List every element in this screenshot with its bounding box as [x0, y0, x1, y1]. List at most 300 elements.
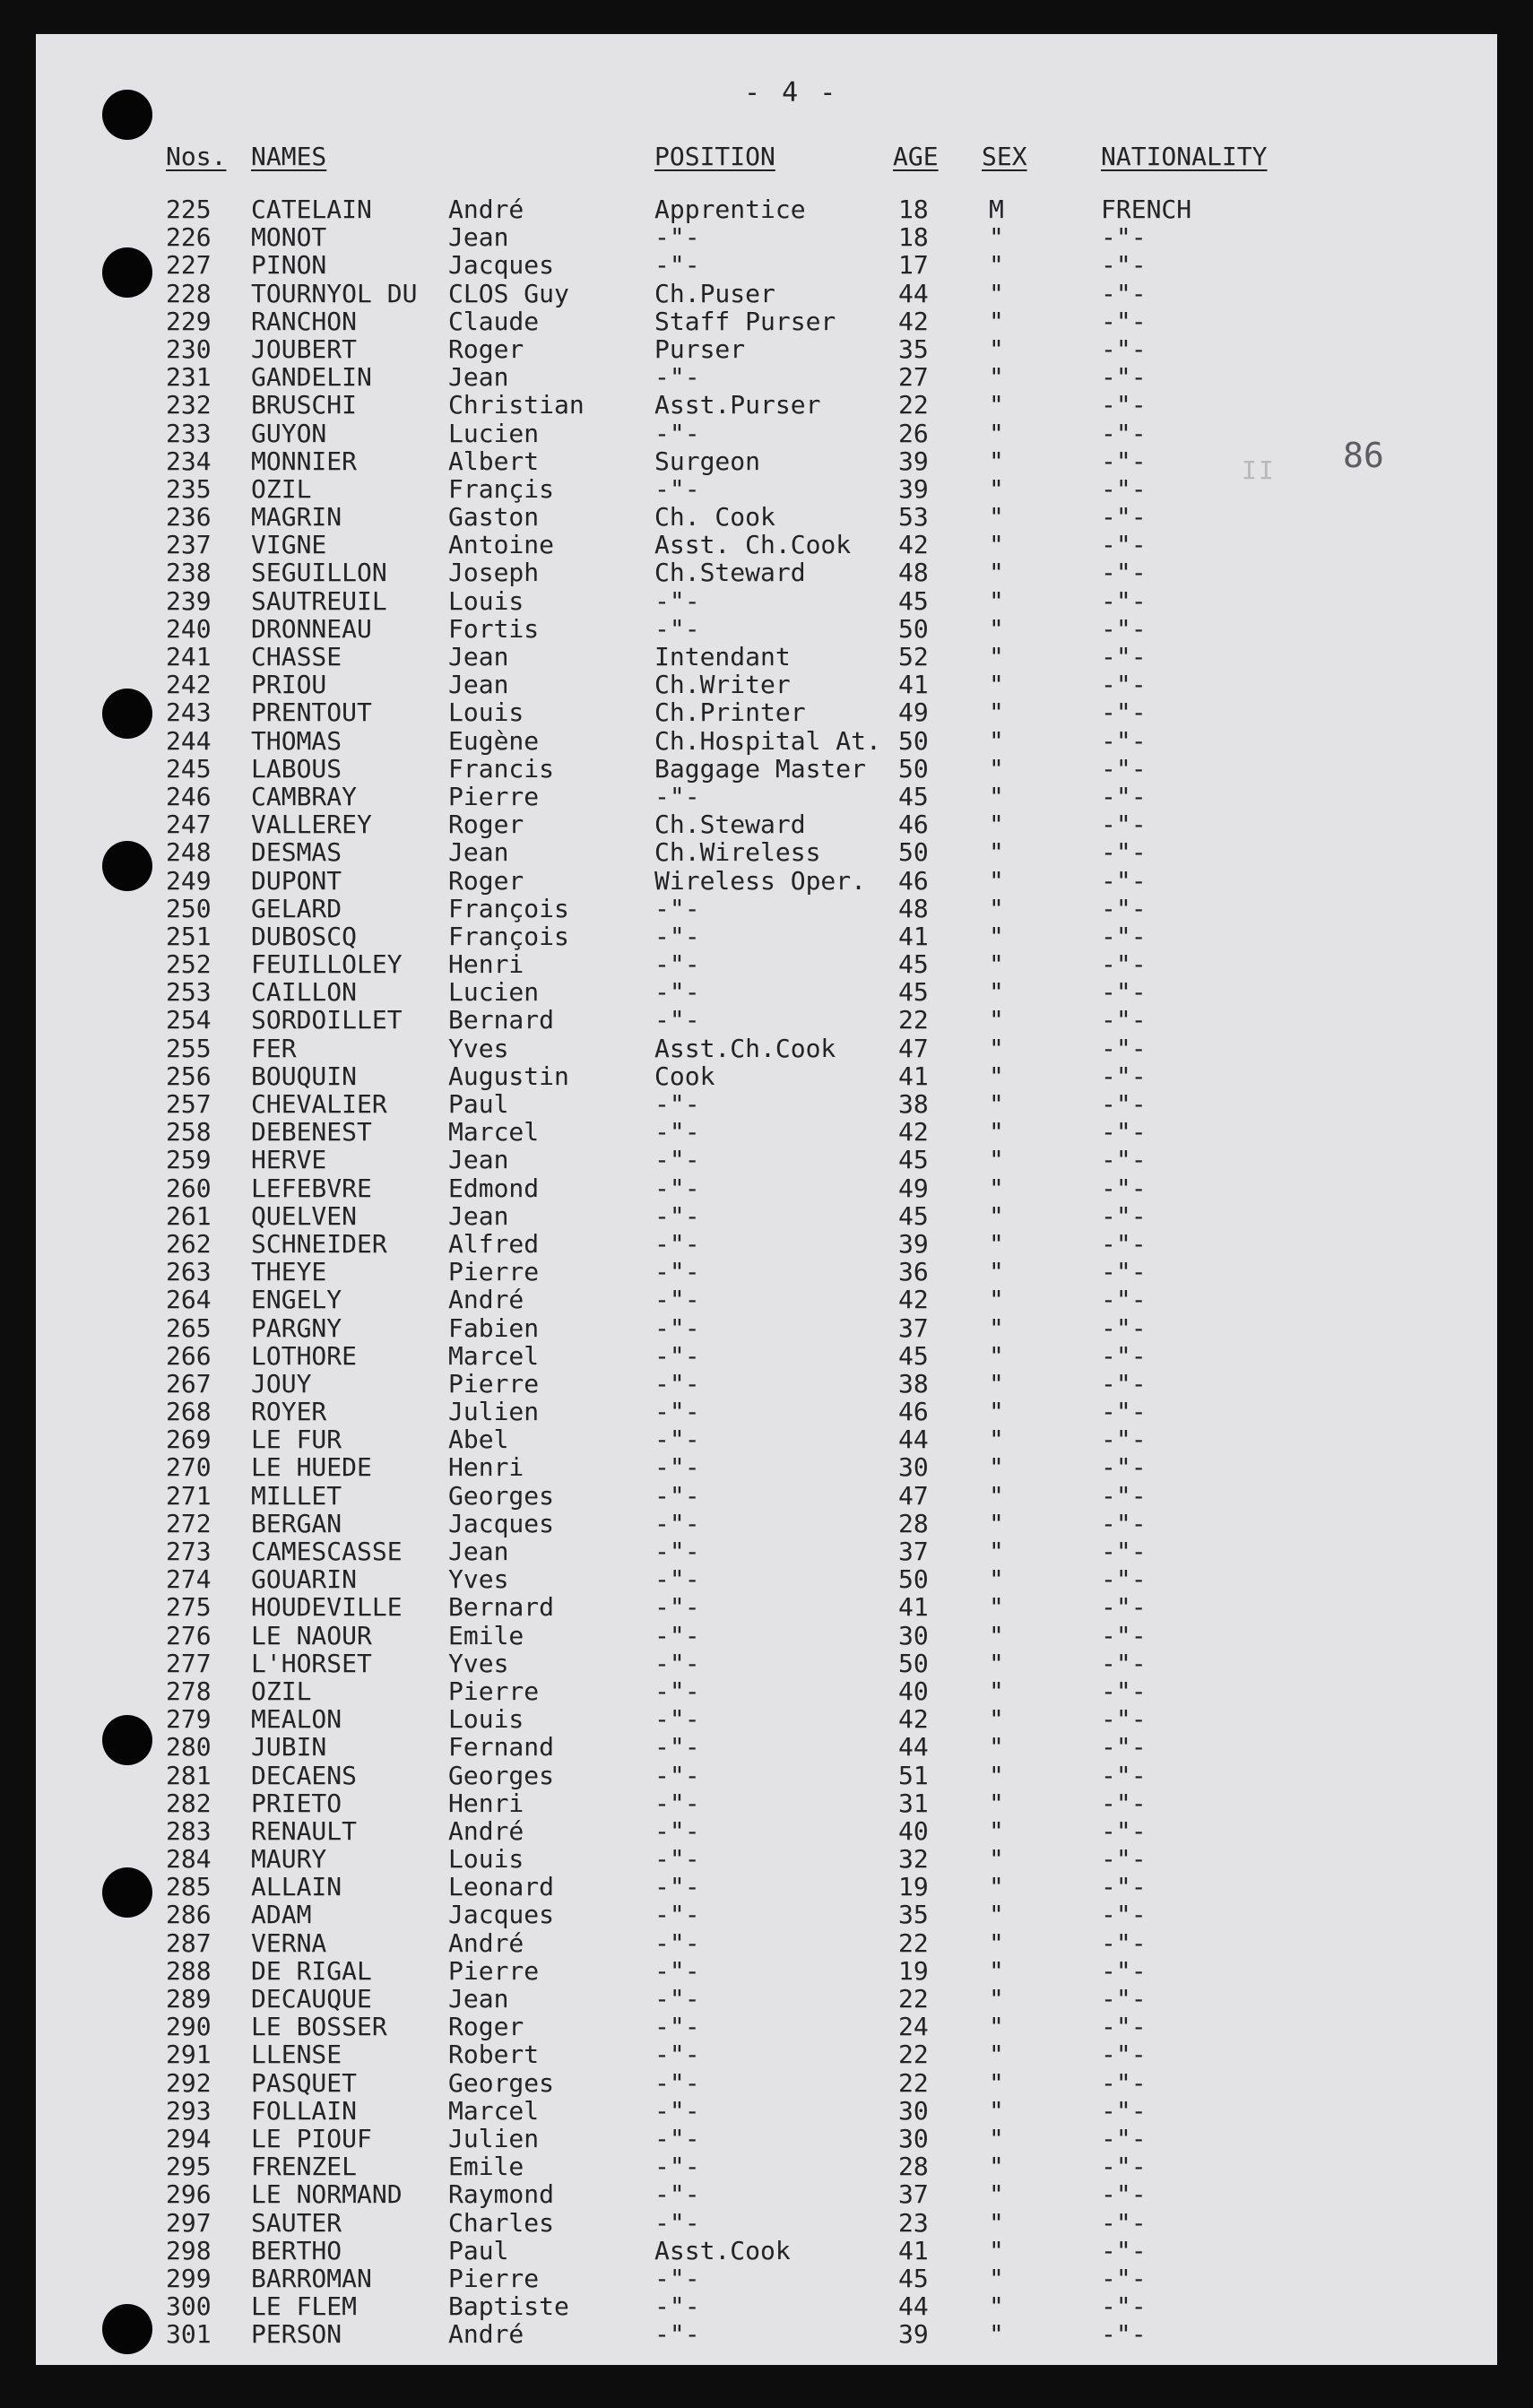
- crew-nationality: -"-: [1101, 446, 1147, 476]
- crew-age: 40: [898, 1815, 929, 1846]
- crew-age: 30: [898, 1620, 929, 1650]
- table-row: [36, 1286, 1497, 1313]
- crew-surname: LE FLEM: [251, 2291, 358, 2322]
- crew-number: 276: [166, 1620, 212, 1650]
- crew-first-name: Henri: [448, 949, 524, 980]
- crew-nationality: -"-: [1101, 1760, 1147, 1790]
- crew-position: -"-: [654, 1285, 700, 1315]
- table-row: [36, 475, 1497, 503]
- crew-number: 293: [166, 2095, 212, 2126]
- crew-age: 47: [898, 1033, 929, 1063]
- crew-position: -"-: [654, 2179, 700, 2210]
- crew-sex: ": [989, 1480, 1004, 1511]
- crew-position: -"-: [654, 1368, 700, 1399]
- crew-position: -"-: [654, 2040, 700, 2070]
- header-age: AGE: [893, 142, 939, 171]
- crew-nationality: -"-: [1101, 1117, 1147, 1148]
- crew-nationality: -"-: [1101, 390, 1147, 420]
- crew-surname: PASQUET: [251, 2067, 358, 2098]
- table-row: [36, 1342, 1497, 1370]
- crew-sex: ": [989, 1033, 1004, 1063]
- crew-number: 301: [166, 2319, 212, 2350]
- crew-number: 295: [166, 2152, 212, 2182]
- crew-sex: ": [989, 1005, 1004, 1035]
- crew-age: 39: [898, 473, 929, 504]
- crew-sex: ": [989, 1592, 1004, 1623]
- crew-nationality: -"-: [1101, 1648, 1147, 1678]
- crew-nationality: -"-: [1101, 1732, 1147, 1763]
- crew-nationality: -"-: [1101, 1228, 1147, 1259]
- crew-sex: ": [989, 1257, 1004, 1287]
- crew-age: 37: [898, 1312, 929, 1343]
- crew-position: -"-: [654, 1592, 700, 1623]
- crew-position: Intendant: [654, 642, 791, 671]
- crew-sex: ": [989, 1788, 1004, 1818]
- crew-age: 22: [898, 2067, 929, 2098]
- crew-number: 252: [166, 949, 212, 980]
- crew-first-name: Jean: [448, 837, 509, 868]
- page-number: - 4 -: [744, 77, 839, 108]
- table-row: [36, 2209, 1497, 2237]
- crew-age: 50: [898, 753, 929, 784]
- crew-position: -"-: [654, 1145, 700, 1175]
- crew-surname: MILLET: [251, 1480, 342, 1511]
- crew-sex: ": [989, 865, 1004, 896]
- crew-sex: ": [989, 333, 1004, 364]
- crew-age: 44: [898, 1425, 929, 1455]
- crew-position: -"-: [654, 2263, 700, 2293]
- crew-age: 45: [898, 2263, 929, 2293]
- margin-number: 86: [1343, 436, 1384, 475]
- crew-first-name: Francis: [448, 753, 555, 784]
- crew-nationality: -"-: [1101, 1368, 1147, 1399]
- crew-nationality: -"-: [1101, 725, 1147, 756]
- crew-first-name: Jean: [448, 670, 509, 700]
- crew-surname: DRONNEAU: [251, 613, 372, 644]
- crew-nationality: -"-: [1101, 1033, 1147, 1063]
- crew-number: 225: [166, 195, 212, 224]
- crew-first-name: Jean: [448, 642, 509, 671]
- crew-sex: ": [989, 530, 1004, 560]
- crew-number: 290: [166, 2012, 212, 2042]
- crew-age: 45: [898, 1200, 929, 1231]
- document-page: [36, 34, 1497, 2365]
- crew-position: Ch.Puser: [654, 278, 775, 308]
- crew-nationality: -"-: [1101, 1397, 1147, 1427]
- crew-nationality: -"-: [1101, 1480, 1147, 1511]
- crew-first-name: Pierre: [448, 1955, 540, 1986]
- crew-age: 18: [898, 195, 929, 224]
- table-row: [36, 2265, 1497, 2292]
- crew-position: -"-: [654, 2067, 700, 2098]
- crew-number: 240: [166, 613, 212, 644]
- crew-sex: ": [989, 1452, 1004, 1483]
- crew-age: 36: [898, 1257, 929, 1287]
- crew-sex: ": [989, 2152, 1004, 2182]
- crew-age: 31: [898, 1788, 929, 1818]
- crew-sex: ": [989, 2263, 1004, 2293]
- crew-nationality: -"-: [1101, 2207, 1147, 2238]
- crew-sex: ": [989, 222, 1004, 253]
- crew-first-name: Jean: [448, 1537, 509, 1566]
- crew-first-name: André: [448, 1285, 524, 1315]
- crew-nationality: -"-: [1101, 2040, 1147, 2070]
- crew-position: -"-: [654, 2095, 700, 2126]
- crew-position: -"-: [654, 1815, 700, 1846]
- crew-sex: ": [989, 250, 1004, 281]
- crew-surname: MONNIER: [251, 446, 358, 476]
- table-row: [36, 1118, 1497, 1146]
- crew-surname: DE RIGAL: [251, 1955, 372, 1986]
- table-row: [36, 755, 1497, 783]
- crew-position: -"-: [654, 921, 700, 951]
- crew-age: 39: [898, 446, 929, 476]
- crew-surname: LE BOSSER: [251, 2012, 387, 2042]
- crew-nationality: -"-: [1101, 362, 1147, 393]
- crew-surname: THEYE: [251, 1257, 327, 1287]
- crew-position: -"-: [654, 1955, 700, 1986]
- table-row: [36, 1202, 1497, 1230]
- crew-nationality: -"-: [1101, 1592, 1147, 1623]
- table-row: [36, 1006, 1497, 1034]
- crew-sex: ": [989, 306, 1004, 336]
- crew-number: 245: [166, 753, 212, 784]
- crew-age: 38: [898, 1368, 929, 1399]
- crew-surname: PRIETO: [251, 1788, 342, 1818]
- crew-nationality: -"-: [1101, 1089, 1147, 1119]
- crew-surname: HERVE: [251, 1145, 327, 1175]
- table-row: [36, 195, 1497, 223]
- table-row: [36, 2013, 1497, 2040]
- crew-surname: LEFEBVRE: [251, 1173, 372, 1203]
- crew-position: Asst. Ch.Cook: [654, 530, 852, 560]
- crew-age: 42: [898, 1117, 929, 1148]
- crew-number: 298: [166, 2235, 212, 2265]
- crew-age: 27: [898, 362, 929, 393]
- crew-number: 283: [166, 1815, 212, 1846]
- crew-age: 32: [898, 1844, 929, 1875]
- crew-surname: SEGUILLON: [251, 558, 387, 588]
- crew-sex: ": [989, 949, 1004, 980]
- crew-position: -"-: [654, 1760, 700, 1790]
- crew-surname: CHASSE: [251, 642, 342, 671]
- crew-nationality: -"-: [1101, 502, 1147, 533]
- crew-age: 22: [898, 2040, 929, 2070]
- crew-position: -"-: [654, 977, 700, 1008]
- crew-nationality: -"-: [1101, 865, 1147, 896]
- crew-position: -"-: [654, 949, 700, 980]
- crew-age: 41: [898, 921, 929, 951]
- crew-sex: ": [989, 977, 1004, 1008]
- crew-position: -"-: [654, 613, 700, 644]
- crew-first-name: André: [448, 1815, 524, 1846]
- crew-sex: ": [989, 502, 1004, 533]
- crew-first-name: Bernard: [448, 1005, 555, 1035]
- crew-age: 46: [898, 865, 929, 896]
- crew-number: 282: [166, 1788, 212, 1818]
- crew-first-name: Louis: [448, 697, 524, 728]
- table-row: [36, 1090, 1497, 1118]
- crew-nationality: -"-: [1101, 1927, 1147, 1958]
- crew-sex: ": [989, 837, 1004, 868]
- crew-age: 45: [898, 949, 929, 980]
- crew-surname: SAUTER: [251, 2207, 342, 2238]
- crew-age: 42: [898, 530, 929, 560]
- crew-surname: SCHNEIDER: [251, 1228, 387, 1259]
- crew-position: Cook: [654, 1061, 715, 1091]
- crew-first-name: André: [448, 2319, 524, 2350]
- table-row: [36, 1817, 1497, 1845]
- crew-nationality: -"-: [1101, 2012, 1147, 2042]
- crew-surname: JOUY: [251, 1368, 312, 1399]
- crew-nationality: -"-: [1101, 2123, 1147, 2153]
- crew-surname: BRUSCHI: [251, 390, 358, 420]
- crew-position: -"-: [654, 250, 700, 281]
- crew-number: 286: [166, 1900, 212, 1930]
- crew-number: 227: [166, 250, 212, 281]
- crew-surname: DEBENEST: [251, 1117, 372, 1148]
- crew-number: 265: [166, 1312, 212, 1343]
- crew-age: 23: [898, 2207, 929, 2238]
- crew-first-name: Julien: [448, 2123, 540, 2153]
- crew-first-name: Abel: [448, 1425, 509, 1455]
- crew-sex: ": [989, 2095, 1004, 2126]
- crew-nationality: -"-: [1101, 1145, 1147, 1175]
- crew-number: 253: [166, 977, 212, 1008]
- crew-position: -"-: [654, 1927, 700, 1958]
- crew-sex: ": [989, 1564, 1004, 1595]
- table-row: [36, 2292, 1497, 2320]
- table-row: [36, 391, 1497, 419]
- crew-number: 264: [166, 1285, 212, 1315]
- crew-number: 274: [166, 1564, 212, 1595]
- crew-age: 45: [898, 781, 929, 811]
- crew-number: 229: [166, 306, 212, 336]
- crew-surname: FER: [251, 1033, 297, 1063]
- crew-first-name: Yves: [448, 1564, 509, 1595]
- crew-position: Ch.Printer: [654, 697, 806, 728]
- crew-surname: OZIL: [251, 473, 312, 504]
- crew-nationality: -"-: [1101, 333, 1147, 364]
- crew-nationality: -"-: [1101, 697, 1147, 728]
- crew-nationality: -"-: [1101, 837, 1147, 868]
- crew-sex: M: [989, 195, 1004, 224]
- crew-position: -"-: [654, 473, 700, 504]
- crew-surname: DUBOSCQ: [251, 921, 358, 951]
- crew-position: -"-: [654, 418, 700, 448]
- crew-number: 231: [166, 362, 212, 393]
- crew-sex: ": [989, 1732, 1004, 1763]
- crew-surname: GELARD: [251, 893, 342, 923]
- crew-nationality: -"-: [1101, 670, 1147, 700]
- crew-sex: ": [989, 2123, 1004, 2153]
- crew-age: 50: [898, 1564, 929, 1595]
- crew-sex: ": [989, 670, 1004, 700]
- crew-age: 50: [898, 613, 929, 644]
- crew-surname: SORDOILLET: [251, 1005, 403, 1035]
- crew-age: 39: [898, 1228, 929, 1259]
- crew-number: 233: [166, 418, 212, 448]
- crew-position: Asst.Purser: [654, 390, 821, 420]
- crew-position: -"-: [654, 1005, 700, 1035]
- crew-number: 226: [166, 222, 212, 253]
- table-row: [36, 1565, 1497, 1593]
- crew-nationality: -"-: [1101, 418, 1147, 448]
- table-row: [36, 1398, 1497, 1425]
- crew-nationality: -"-: [1101, 893, 1147, 923]
- table-row: [36, 978, 1497, 1006]
- crew-number: 256: [166, 1061, 212, 1091]
- table-row: [36, 2320, 1497, 2348]
- crew-nationality: -"-: [1101, 530, 1147, 560]
- crew-age: 50: [898, 1648, 929, 1678]
- crew-position: Ch.Wireless: [654, 837, 821, 868]
- crew-first-name: Roger: [448, 333, 524, 364]
- crew-surname: JUBIN: [251, 1732, 327, 1763]
- crew-age: 41: [898, 1061, 929, 1091]
- crew-age: 53: [898, 502, 929, 533]
- crew-position: -"-: [654, 1480, 700, 1511]
- crew-surname: VALLEREY: [251, 810, 372, 840]
- table-row: [36, 420, 1497, 447]
- crew-number: 228: [166, 278, 212, 308]
- crew-age: 47: [898, 1480, 929, 1511]
- crew-position: -"-: [654, 2319, 700, 2350]
- crew-age: 19: [898, 1955, 929, 1986]
- crew-position: -"-: [654, 1984, 700, 2014]
- table-row: [36, 643, 1497, 671]
- crew-number: 255: [166, 1033, 212, 1063]
- crew-nationality: -"-: [1101, 2179, 1147, 2210]
- crew-age: 46: [898, 1397, 929, 1427]
- crew-first-name: Marcel: [448, 2095, 540, 2126]
- crew-number: 284: [166, 1844, 212, 1875]
- table-row: [36, 2180, 1497, 2208]
- table-row: [36, 223, 1497, 251]
- crew-age: 19: [898, 1872, 929, 1902]
- crew-position: -"-: [654, 2012, 700, 2042]
- crew-nationality: -"-: [1101, 1285, 1147, 1315]
- crew-age: 45: [898, 1145, 929, 1175]
- table-row: [36, 1762, 1497, 1789]
- crew-number: 285: [166, 1872, 212, 1902]
- table-row: [36, 251, 1497, 279]
- crew-age: 17: [898, 250, 929, 281]
- crew-surname: LE NORMAND: [251, 2179, 403, 2210]
- crew-number: 272: [166, 1508, 212, 1538]
- crew-nationality: -"-: [1101, 1452, 1147, 1483]
- crew-position: -"-: [654, 781, 700, 811]
- crew-sex: ": [989, 1425, 1004, 1455]
- table-row: [36, 1650, 1497, 1677]
- crew-surname: PERSON: [251, 2319, 342, 2350]
- crew-surname: OZIL: [251, 1676, 312, 1706]
- crew-first-name: Louis: [448, 1844, 524, 1875]
- crew-position: -"-: [654, 1537, 700, 1566]
- table-row: [36, 783, 1497, 810]
- crew-number: 246: [166, 781, 212, 811]
- crew-first-name: Claude: [448, 306, 540, 336]
- crew-sex: ": [989, 753, 1004, 784]
- crew-sex: ": [989, 1368, 1004, 1399]
- crew-age: 46: [898, 810, 929, 840]
- crew-first-name: Jean: [448, 362, 509, 393]
- crew-age: 45: [898, 1340, 929, 1371]
- crew-surname: ROYER: [251, 1397, 327, 1427]
- crew-sex: ": [989, 1955, 1004, 1986]
- crew-number: 247: [166, 810, 212, 840]
- crew-nationality: -"-: [1101, 949, 1147, 980]
- crew-number: 254: [166, 1005, 212, 1035]
- crew-surname: BARROMAN: [251, 2263, 372, 2293]
- crew-nationality: -"-: [1101, 1200, 1147, 1231]
- table-row: [36, 307, 1497, 335]
- crew-first-name: Albert: [448, 446, 540, 476]
- crew-sex: ": [989, 418, 1004, 448]
- crew-surname: RANCHON: [251, 306, 358, 336]
- crew-sex: ": [989, 1145, 1004, 1175]
- crew-sex: ": [989, 1704, 1004, 1735]
- crew-position: -"-: [654, 1704, 700, 1735]
- crew-age: 42: [898, 1285, 929, 1315]
- crew-nationality: -"-: [1101, 250, 1147, 281]
- crew-surname: HOUDEVILLE: [251, 1592, 403, 1623]
- crew-nationality: -"-: [1101, 1312, 1147, 1343]
- crew-number: 267: [166, 1368, 212, 1399]
- crew-sex: ": [989, 1844, 1004, 1875]
- crew-surname: PINON: [251, 250, 327, 281]
- crew-number: 299: [166, 2263, 212, 2293]
- crew-sex: ": [989, 2291, 1004, 2322]
- crew-first-name: Baptiste: [448, 2291, 569, 2322]
- crew-surname: LE FUR: [251, 1425, 342, 1455]
- crew-first-name: François: [448, 893, 569, 923]
- crew-first-name: Lucien: [448, 418, 540, 448]
- crew-first-name: Jean: [448, 1984, 509, 2014]
- crew-sex: ": [989, 446, 1004, 476]
- crew-position: Ch.Steward: [654, 558, 806, 588]
- crew-number: 243: [166, 697, 212, 728]
- header-nos: Nos.: [166, 142, 227, 171]
- crew-age: 40: [898, 1676, 929, 1706]
- header-position: POSITION: [654, 142, 775, 171]
- crew-number: 266: [166, 1340, 212, 1371]
- crew-position: Ch.Writer: [654, 670, 791, 700]
- table-row: [36, 1314, 1497, 1342]
- crew-nationality: -"-: [1101, 1872, 1147, 1902]
- crew-first-name: Yves: [448, 1648, 509, 1678]
- crew-sex: ": [989, 1200, 1004, 1231]
- crew-sex: ": [989, 1173, 1004, 1203]
- crew-first-name: Fortis: [448, 613, 540, 644]
- crew-nationality: FRENCH: [1101, 195, 1192, 224]
- crew-nationality: -"-: [1101, 642, 1147, 671]
- crew-first-name: Fabien: [448, 1312, 540, 1343]
- table-row: [36, 1453, 1497, 1481]
- crew-sex: ": [989, 585, 1004, 616]
- table-row: [36, 1062, 1497, 1090]
- crew-first-name: Yves: [448, 1033, 509, 1063]
- crew-surname: FEUILLOLEY: [251, 949, 403, 980]
- crew-position: Asst.Ch.Cook: [654, 1033, 836, 1063]
- crew-first-name: Roger: [448, 810, 524, 840]
- crew-age: 22: [898, 1984, 929, 2014]
- crew-nationality: -"-: [1101, 585, 1147, 616]
- crew-nationality: -"-: [1101, 222, 1147, 253]
- table-row: [36, 1370, 1497, 1398]
- crew-age: 22: [898, 1005, 929, 1035]
- crew-position: -"-: [654, 1312, 700, 1343]
